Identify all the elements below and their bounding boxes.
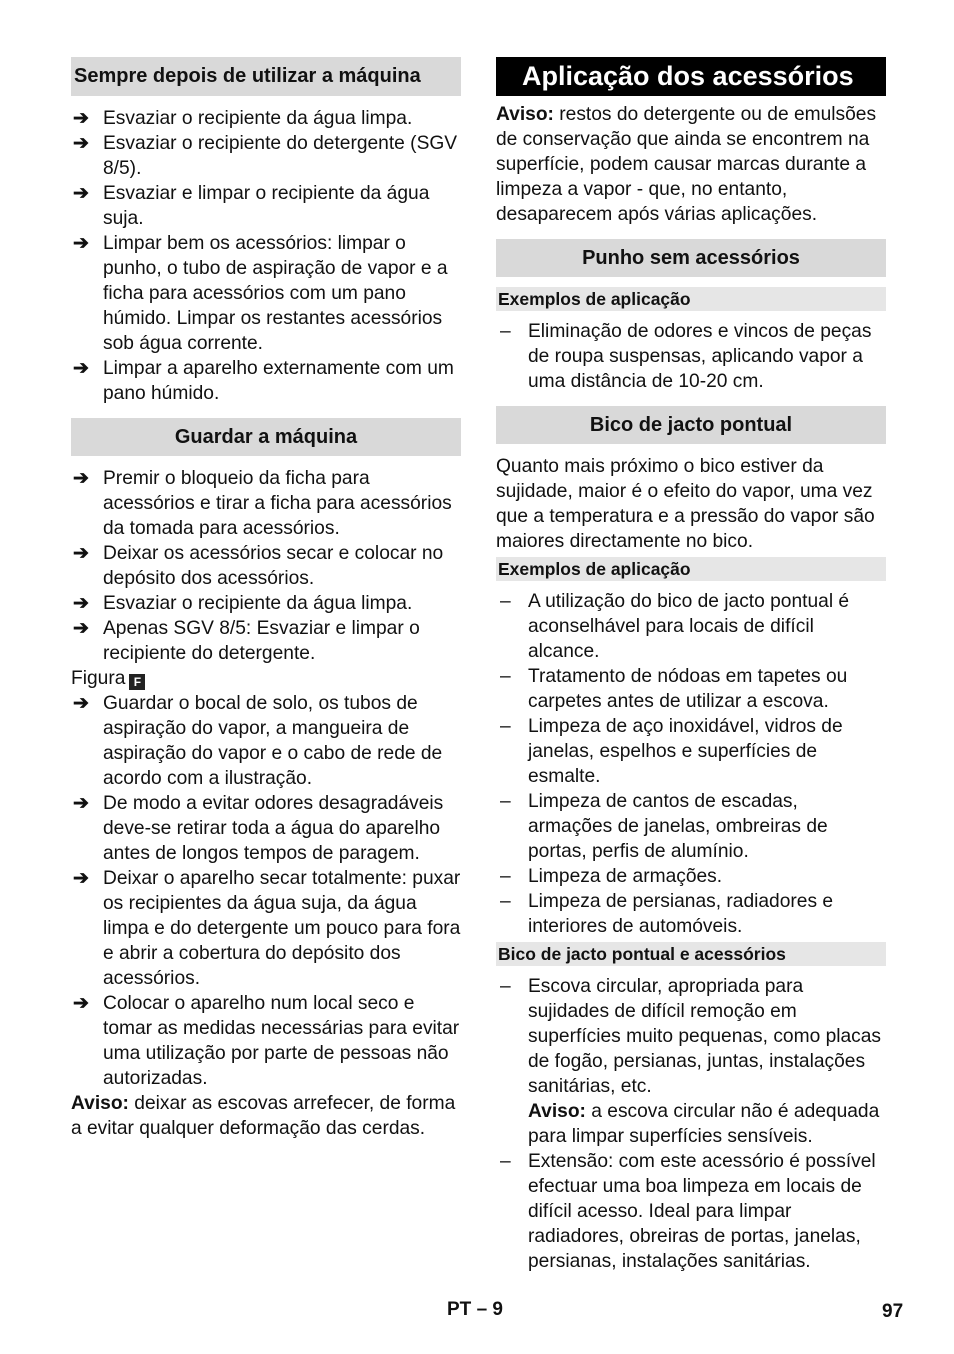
arrow-icon: ➔ [73, 358, 90, 379]
arrow-icon: ➔ [73, 468, 90, 489]
page-title: Aplicação dos acessórios [496, 57, 886, 96]
arrow-icon: ➔ [73, 133, 90, 154]
dash-marker: – [500, 791, 511, 812]
handle-examples-list [496, 319, 886, 394]
list-item: ➔ Limpar bem os acessórios: limpar o punho, o tubo de aspiração de vapor e a ficha para acessórios com um pano húmido. Limpar os restantes acessórios sob água corrente. [73, 233, 448, 354]
list-item: ➔ Esvaziar e limpar o recipiente da água suja. [73, 183, 430, 229]
dash-marker: – [500, 321, 511, 342]
subheading-examples: Exemplos de aplicação [496, 557, 886, 581]
list-item: ➔ Apenas SGV 8/5: Esvaziar e limpar o recipiente do detergente. [73, 618, 420, 664]
dash-marker: – [500, 591, 511, 612]
arrow-icon: ➔ [73, 693, 90, 714]
right-column [496, 57, 886, 1274]
list-item: – Limpeza de aço inoxidável, vidros de janelas, espelhos e superfícies de esmalte. [500, 716, 843, 787]
storage-list-continued [71, 691, 461, 1091]
list-item: – Limpeza de persianas, radiadores e interiores de automóveis. [500, 891, 834, 937]
list-item: ➔ Colocar o aparelho num local seco e tomar as medidas necessárias para evitar uma utilização por parte de pessoas não autorizadas. [73, 993, 460, 1089]
subheading-nozzle-accessories: Bico de jacto pontual e acessórios [496, 942, 886, 966]
list-item: – Eliminação de odores e vincos de peças de roupa suspensas, aplicando vapor a uma distância de 10-20 cm. [500, 321, 872, 392]
list-item: ➔ Premir o bloqueio da ficha para acessórios e tirar a ficha para acessórios da tomada para acessórios. [73, 468, 452, 539]
notice-brushes: Aviso: deixar as escovas arrefecer, de forma a evitar qualquer deformação das cerdas. [71, 1093, 456, 1139]
list-item: – Escova circular, apropriada para sujidades de difícil remoção em superfícies muito pequenas, como placas de fogão, persianas, juntas, instalações sanitárias, etc. Aviso: a escova circular não é adequada para limpar superfícies sensíveis. [500, 976, 882, 1147]
list-item: ➔ Deixar o aparelho secar totalmente: puxar os recipientes da água suja, da água limpa e do detergente um pouco para fora e abrir a cobertura do depósito dos acessórios. [73, 868, 461, 989]
after-use-list [71, 106, 461, 406]
arrow-icon: ➔ [73, 793, 90, 814]
dash-marker: – [500, 976, 511, 997]
list-item: – Tratamento de nódoas em tapetes ou carpetes antes de utilizar a escova. [500, 666, 848, 712]
figure-f-icon: F [129, 674, 145, 690]
list-item: – Extensão: com este acessório é possível efectuar uma boa limpeza em locais de difícil acesso. Ideal para limpar radiadores, obreiras de portas, janelas, persianas, instalações sanitárias. [500, 1151, 876, 1272]
arrow-icon: ➔ [73, 108, 90, 129]
arrow-icon: ➔ [73, 618, 90, 639]
storage-list [71, 466, 461, 666]
list-item: ➔ Guardar o bocal de solo, os tubos de aspiração do vapor, a mangueira de aspiração do vapor e o cabo de rede de acordo com a ilustração. [73, 693, 443, 789]
arrow-icon: ➔ [73, 233, 90, 254]
list-item: ➔ Esvaziar o recipiente da água limpa. [73, 593, 413, 614]
nozzle-intro: Quanto mais próximo o bico estiver da sujidade, maior é o efeito do vapor, uma vez que a temperatura e a pressão do vapor são maiores directamente no bico. [496, 456, 875, 552]
dash-marker: – [500, 716, 511, 737]
list-item: – Limpeza de cantos de escadas, armações de janelas, ombreiras de portas, perfis de alumínio. [500, 791, 828, 862]
nozzle-accessories-list [496, 974, 886, 1274]
list-item: ➔ Esvaziar o recipiente da água limpa. [73, 108, 413, 129]
dash-marker: – [500, 866, 511, 887]
list-item: – A utilização do bico de jacto pontual é aconselhável para locais de difícil alcance. [500, 591, 850, 662]
heading-after-use: Sempre depois de utilizar a máquina [71, 57, 461, 96]
dash-marker: – [500, 891, 511, 912]
list-item: ➔ De modo a evitar odores desagradáveis deve-se retirar toda a água do aparelho antes de longos tempos de paragem. [73, 793, 444, 864]
heading-storage: Guardar a máquina [71, 418, 461, 456]
arrow-icon: ➔ [73, 543, 90, 564]
dash-marker: – [500, 666, 511, 687]
figure-reference: Figura F [71, 666, 461, 691]
list-item: ➔ Limpar a aparelho externamente com um pano húmido. [73, 358, 454, 404]
list-item: – Limpeza de armações. [500, 866, 723, 887]
list-item: ➔ Esvaziar o recipiente do detergente (SGV 8/5). [73, 133, 458, 179]
footer-section-label: PT – 9 [447, 1299, 503, 1320]
list-item: ➔ Deixar os acessórios secar e colocar no depósito dos acessórios. [73, 543, 444, 589]
left-column [71, 57, 461, 1141]
subheading-examples: Exemplos de aplicação [496, 287, 886, 311]
nozzle-examples-list [496, 589, 886, 939]
page-number: 97 [882, 1301, 904, 1322]
arrow-icon: ➔ [73, 183, 90, 204]
heading-handle: Punho sem acessórios [496, 239, 886, 277]
heading-nozzle: Bico de jacto pontual [496, 406, 886, 444]
notice-residue: Aviso: restos do detergente ou de emulsões de conservação que ainda se encontrem na superfície, podem causar marcas durante a limpeza a vapor - que, no entanto, desaparecem após várias aplicações. [496, 104, 877, 225]
arrow-icon: ➔ [73, 868, 90, 889]
arrow-icon: ➔ [73, 993, 90, 1014]
arrow-icon: ➔ [73, 593, 90, 614]
dash-marker: – [500, 1151, 511, 1172]
